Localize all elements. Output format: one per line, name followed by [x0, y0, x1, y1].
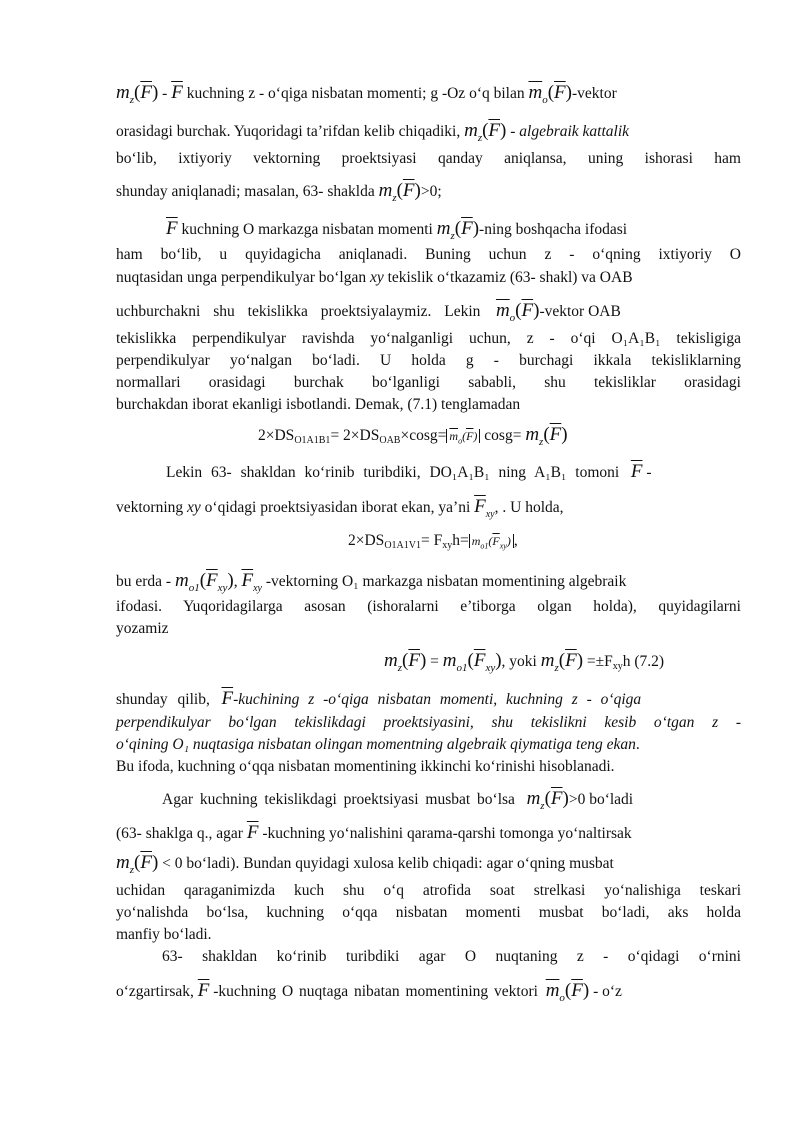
paragraph-line: nuqtasidan unga perpendikulyar bo‘lgan xy tekislik o‘tkazamiz (63- shakl) va OAB: [116, 269, 633, 286]
paragraph-line: $m_z(\overline{F}) - \overline{F}$ kuchning z - o‘qiga nisbatan momenti; g -Oz o‘q bilan $\overline{m}_o(\overline{F})$-vektor: [116, 82, 617, 106]
math-mz-F: $m_z(\overline{F})$: [378, 180, 421, 204]
paragraph-line: uchburchakni shu tekislikka proektsiyalaymiz. Lekin $\overline{m}_o(\overline{F})$-vektor OAB: [116, 300, 621, 324]
paragraph-line: o‘zgartirsak, $\overline{F}$ -kuchning O nuqtaga nibatan momentining vektori $\overline{m}_o(\overline{F})$ - o‘z: [116, 980, 622, 1004]
math-mo-F: $\overline{m}_o(\overline{F})$: [545, 980, 590, 1004]
math-mz-F: $m_z(\overline{F})$: [464, 120, 507, 144]
math-mo-F: $\overline{m}_o(\overline{F})$: [495, 300, 540, 324]
paragraph-line: yo‘nalishda bo‘lsa, kuchning o‘qqa nisbatan momenti musbat bo‘ladi, aks holda: [116, 904, 741, 921]
paragraph-line: ifodasi. Yuqoridagilarga asosan (ishoralarni e’tiborga olgan holda), quyidagilarni: [116, 598, 741, 615]
math-mz-F: $m_z(\overline{F})$: [526, 788, 569, 812]
equation-3: $m_z(\overline{F}) = m_{o1}(\overline{F}_{xy})$, yoki $m_z(\overline{F}) =\pm F_{xy}h$ (7.2): [384, 650, 665, 674]
math-mz-F: $m_z(\overline{F})$: [116, 852, 159, 876]
math-mz-F: $m_z(\overline{F})$: [525, 424, 568, 448]
math-F-xy: $\overline{F}_{xy}$: [474, 496, 495, 520]
paragraph-line: 63- shakldan ko‘rinib turibdiki agar O nuqtaning z - o‘qidagi o‘rnini: [162, 948, 741, 965]
paragraph-line: o‘qining O₁ nuqtasiga nisbatan olingan momentning algebraik qiymatiga teng ekan.: [116, 736, 640, 753]
equation-1: $2\times DS_{O1A1B1}= 2\times DS_{OAB}\times\cos g= \overline{m}_o(\overline{F})$ $\cos g= m_z(\overline{F})$: [258, 424, 568, 448]
paragraph-line: Agar kuchning tekislikdagi proektsiyasi musbat bo‘lsa $m_z(\overline{F})>0$ bo‘ladi: [162, 788, 634, 812]
math-mo1-Fxy: $m_{o1}(\overline{F}_{xy})$: [442, 650, 502, 674]
paragraph-line: (63- shaklga q., agar $\overline{F}$ -kuchning yo‘nalishini qarama-qarshi tomonga yo‘naltirsak: [116, 822, 632, 843]
math-F-vector: $\overline{F}$: [221, 688, 234, 709]
paragraph-line: $\overline{F}$ kuchning O markazga nisbatan momenti $m_z(\overline{F})$-ning boshqacha ifodasi: [166, 218, 628, 242]
math-mo-F: $\overline{m}_o(\overline{F})$: [528, 82, 572, 106]
paragraph-line: perpendikulyar yo‘nalgan bo‘ladi. U holda g - burchagi ikkala tekisliklarning: [116, 352, 741, 369]
equation-2: $2\times DS_{O1A1V1}= F_{xy}h= m_{o1}(\overline{F}_{xy})$ ,: [348, 532, 518, 551]
math-mo1-Fxy: $m_{o1}(\overline{F}_{xy})$: [174, 570, 234, 594]
paragraph-line: perpendikulyar bo‘lgan tekislikdagi proektsiyasini, shu tekislikni kesib o‘tgan z -: [116, 714, 741, 731]
math-abs-mo-F: $\overline{m}_o(\overline{F})$: [446, 429, 480, 443]
math-mz-F: $m_z(\overline{F})$: [436, 218, 480, 242]
math-F-xy: $\overline{F}_{xy}$: [241, 570, 262, 594]
paragraph-line: bo‘lib, ixtiyoriy vektorning proektsiyasi qanday aniqlansa, uning ishorasi ham: [116, 150, 741, 167]
math-F-vector: $\overline{F}$: [246, 822, 259, 843]
paragraph-line: orasidagi burchak. Yuqoridagi ta’rifdan kelib chiqadiki, $m_z(\overline{F})$ - algebraik kattalik: [116, 120, 630, 144]
math-abs-mo1-Fxy: $m_{o1}(\overline{F}_{xy})$: [469, 534, 514, 548]
paragraph-line: manfiy bo‘ladi.: [116, 926, 212, 943]
paragraph-line: $m_z(\overline{F}) < 0$ bo‘ladi). Bundan quyidagi xulosa kelib chiqadi: agar o‘qning musbat: [116, 852, 614, 876]
math-F-vector: $\overline{F}$: [630, 461, 643, 482]
paragraph-line: ham bo‘lib, u quyidagicha aniqlanadi. Buning uchun z - o‘qning ixtiyoriy O: [116, 246, 741, 263]
paragraph-line: tekislikka perpendikulyar ravishda yo‘nalganligi uchun, z - o‘qi O₁A₁B₁ tekisligiga: [116, 330, 741, 347]
paragraph-line: burchakdan iborat ekanligi isbotlandi. Demak, (7.1) tenglamadan: [116, 396, 521, 413]
paragraph-line: shunday qilib, $\overline{F}$-kuchining z -o‘qiga nisbatan momenti, kuchning z - o‘qiga: [116, 688, 642, 709]
math-F-vector: $\overline{F}$: [197, 980, 210, 1001]
paragraph-line: uchidan qaraganimizda kuch shu o‘q atrofida soat strelkasi yo‘nalishiga teskari: [116, 882, 741, 899]
math-mz-F: $m_z(\overline{F})$: [116, 82, 159, 106]
math-F-vector: $\overline{F}$: [171, 82, 183, 103]
math-F-vector: $\overline{F}$: [166, 218, 178, 239]
math-mz-F: $m_z(\overline{F})$: [384, 650, 427, 674]
paragraph-line: yozamiz: [116, 620, 169, 637]
paragraph-line: shunday aniqlanadi; masalan, 63- shaklda $m_z(\overline{F})>0$;: [116, 180, 442, 204]
math-mz-F: $m_z(\overline{F})$: [540, 650, 584, 674]
paragraph-line: Bu ifoda, kuchning o‘qqa nisbatan momentining ikkinchi ko‘rinishi hisoblanadi.: [116, 758, 615, 775]
paragraph-line: bu erda - $m_{o1}(\overline{F}_{xy})$, $\overline{F}_{xy}$ -vektorning O₁ markazga nisbatan momentining algebraik: [116, 570, 627, 594]
paragraph-line: Lekin 63- shakldan ko‘rinib turibdiki, DO₁A₁B₁ ning A₁B₁ tomoni $\overline{F}$ -: [166, 461, 652, 482]
paragraph-line: vektorning xy o‘qidagi proektsiyasidan iborat ekan, ya’ni $\overline{F}_{xy}$, . U holda,: [116, 496, 564, 520]
paragraph-line: normallari orasidagi burchak bo‘lganligi sababli, shu tekisliklar orasidagi: [116, 374, 741, 391]
